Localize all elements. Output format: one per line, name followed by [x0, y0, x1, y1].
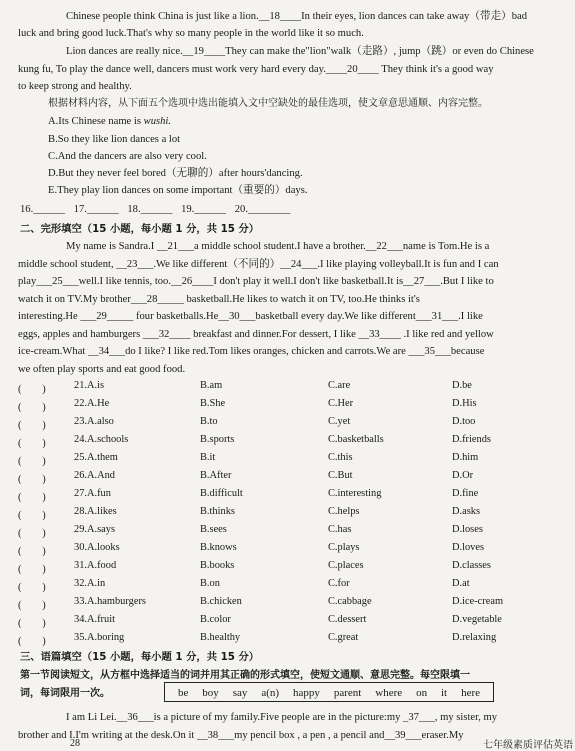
choice-row-31 [18, 560, 558, 576]
choice-b: B.on [200, 578, 220, 589]
choice-b: B.knows [200, 542, 237, 553]
choice-a: 33.A.hamburgers [74, 596, 146, 607]
choice-a: 35.A.boring [74, 632, 125, 643]
choice-d: D.fine [452, 488, 479, 499]
section3-title: 三、语篇填空（15 小题，每小题 1 分，共 15 分） [20, 651, 260, 663]
word-box-item: here [461, 687, 480, 699]
answer-blanks [20, 204, 296, 215]
choice-row-35 [18, 632, 558, 648]
choice-d: D.Or [452, 470, 474, 481]
choice-a: 28.A.likes [74, 506, 117, 517]
cloze-line-6: eggs, apples and hamburgers ___32____ breakfast and dinner.For dessert, I like __33____ .I like red and yellow [18, 329, 494, 340]
passage1-line3: Lion dances are really nice.__19____They can make the"lion"walk（走路）, jump（跳）or even do Chinese [66, 46, 534, 57]
section3-instruction-line2: 词，每词限用一次。 [20, 688, 110, 699]
word-box-item: be [177, 687, 189, 699]
answer-paren[interactable]: ( ) [18, 438, 46, 449]
choice-c: C.helps [328, 506, 360, 517]
answer-paren[interactable]: ( ) [18, 636, 46, 647]
choice-a: 27.A.fun [74, 488, 111, 499]
choice-row-21 [18, 380, 558, 396]
choice-c: C.Her [328, 398, 354, 409]
choice-c: C.basketballs [328, 434, 384, 445]
choice-row-24 [18, 434, 558, 450]
section2-title: 二、完形填空（15 小题，每小题 1 分，共 15 分） [20, 223, 260, 235]
answer-blank-18[interactable]: 18.______ [127, 204, 173, 215]
choice-c: C.places [328, 560, 364, 571]
choice-b: B.color [200, 614, 231, 625]
choice-row-25 [18, 452, 558, 468]
word-box-item: it [441, 687, 448, 699]
footer-label: 七年级素质评估英语 [483, 740, 573, 751]
choice-row-26 [18, 470, 558, 486]
answer-blank-20[interactable]: 20.________ [234, 204, 291, 215]
answer-paren[interactable]: ( ) [18, 474, 46, 485]
answer-paren[interactable]: ( ) [18, 546, 46, 557]
choice-a: 21.A.is [74, 380, 105, 391]
answer-paren[interactable]: ( ) [18, 564, 46, 575]
choice-a: 22.A.He [74, 398, 110, 409]
choice-b: B.am [200, 380, 223, 391]
option-a-emphasis: wushi. [143, 116, 171, 127]
cloze-line-1: My name is Sandra.I __21___a middle school student.I have a brother.__22___name is Tom.He is a [66, 241, 490, 252]
choice-c: C.great [328, 632, 359, 643]
choice-c: C.yet [328, 416, 351, 427]
cloze-line-7: ice-cream.What __34___do I like? I like red.Tom likes oranges, chicken and carrots.We are ___35___because [18, 346, 485, 357]
choice-a: 34.A.fruit [74, 614, 115, 625]
answer-paren[interactable]: ( ) [18, 618, 46, 629]
choice-row-29 [18, 524, 558, 540]
choice-b: B.difficult [200, 488, 243, 499]
choice-c: C.But [328, 470, 353, 481]
choice-a: 32.A.in [74, 578, 106, 589]
passage1-line1: Chinese people think China is just like a lion.__18____In their eyes, lion dances can take away（带走）bad [66, 11, 528, 22]
choice-b: B.She [200, 398, 226, 409]
choice-row-33 [18, 596, 558, 612]
passage3-line2: brother and I.I'm writing at the desk.On it __38___my pencil box , a pen , a pencil and__39___eraser.My [18, 730, 464, 741]
answer-paren[interactable]: ( ) [18, 420, 46, 431]
answer-paren[interactable]: ( ) [18, 456, 46, 467]
choice-c: C.are [328, 380, 351, 391]
passage1-line5: to keep strong and healthy. [18, 81, 132, 92]
choice-c: C.this [328, 452, 353, 463]
choice-a: 31.A.food [74, 560, 117, 571]
choice-row-34 [18, 614, 558, 630]
passage1-line2: luck and bring good luck.That's why so many people in the world like it so much. [18, 28, 364, 39]
word-box-item: happy [293, 687, 320, 699]
section3-instruction-line1: 第一节阅读短文，从方框中选择适当的词并用其正确的形式填空，使短文通顺、意思完整。每空限填一 [20, 670, 470, 681]
answer-paren[interactable]: ( ) [18, 492, 46, 503]
choice-b: B.sports [200, 434, 235, 445]
choice-d: D.classes [452, 560, 491, 571]
answer-blank-17[interactable]: 17.______ [73, 204, 119, 215]
choice-d: D.at [452, 578, 470, 589]
choice-d: D.His [452, 398, 477, 409]
choice-b: B.books [200, 560, 235, 571]
answer-paren[interactable]: ( ) [18, 600, 46, 611]
page-number: 28 [70, 738, 80, 749]
cloze-line-5: interesting.He ___29_____ four basketballs.He__30___basketball every day.We like different___31___.I like [18, 311, 483, 322]
choice-d: D.be [452, 380, 472, 391]
choice-b: B.chicken [200, 596, 242, 607]
passage1-line4: kung fu, To play the dance well, dancers must work very hard every day.____20____ They think it's a good way [18, 64, 494, 75]
choice-row-30 [18, 542, 558, 558]
option-d: D.But they never feel bored（无聊的）after hours'dancing. [48, 168, 303, 179]
choice-b: B.After [200, 470, 232, 481]
answer-paren[interactable]: ( ) [18, 582, 46, 593]
answer-paren[interactable]: ( ) [18, 402, 46, 413]
choice-row-27 [18, 488, 558, 504]
answer-paren[interactable]: ( ) [18, 510, 46, 521]
choice-d: D.friends [452, 434, 491, 445]
choice-c: C.for [328, 578, 350, 589]
choice-a: 24.A.schools [74, 434, 129, 445]
word-box-item: parent [333, 687, 362, 699]
option-b: B.So they like lion dances a lot [48, 134, 181, 145]
choice-b: B.sees [200, 524, 227, 535]
answer-paren[interactable]: ( ) [18, 528, 46, 539]
word-box-item: say [232, 687, 248, 699]
word-box-item: boy [202, 687, 219, 699]
choice-a: 26.A.And [74, 470, 115, 481]
choice-b: B.it [200, 452, 216, 463]
passage3-line1: I am Li Lei.__36___is a picture of my family.Five people are in the picture:my _37___, my sister, my [66, 712, 498, 723]
choice-b: B.to [200, 416, 218, 427]
choice-d: D.too [452, 416, 476, 427]
word-box-item: where [375, 687, 403, 699]
answer-blank-16[interactable]: 16.______ [20, 204, 66, 215]
choice-d: D.relaxing [452, 632, 497, 643]
word-box-item: on [416, 687, 428, 699]
choice-b: B.thinks [200, 506, 235, 517]
choice-d: D.vegetable [452, 614, 502, 625]
option-e: E.They play lion dances on some important（重要的）days. [48, 185, 308, 196]
choice-row-28 [18, 506, 558, 522]
choice-a: 30.A.looks [74, 542, 120, 553]
option-a [48, 113, 565, 131]
choice-c: C.cabbage [328, 596, 372, 607]
choice-d: D.ice-cream [452, 596, 504, 607]
choice-d: D.loses [452, 524, 483, 535]
choice-b: B.healthy [200, 632, 241, 643]
choice-c: C.plays [328, 542, 360, 553]
choice-row-22 [18, 398, 558, 414]
cloze-line-3: play___25___well.I like tennis, too.__26____I don't play it well.I don't like basketball.It is__27___.But I like to [18, 276, 494, 287]
choice-d: D.him [452, 452, 479, 463]
word-box-item: a(n) [261, 687, 280, 699]
choice-c: C.dessert [328, 614, 367, 625]
option-c: C.And the dancers are also very cool. [48, 151, 207, 162]
cloze-line-8: we often play sports and eat good food. [18, 364, 186, 375]
choice-a: 25.A.them [74, 452, 118, 463]
cloze-line-2: middle school student, __23___.We like different（不同的）__24___.I like playing volleyball.It is fun and I can [18, 259, 499, 270]
choice-d: D.asks [452, 506, 480, 517]
choice-c: C.interesting [328, 488, 382, 499]
answer-paren[interactable]: ( ) [18, 384, 46, 395]
option-a-text: A.Its Chinese name is [48, 116, 144, 127]
word-box [164, 682, 494, 702]
choice-row-23 [18, 416, 558, 432]
choice-a: 23.A.also [74, 416, 114, 427]
choice-row-32 [18, 578, 558, 594]
choice-a: 29.A.says [74, 524, 115, 535]
answer-blank-19[interactable]: 19.______ [181, 204, 227, 215]
cloze-line-4: watch it on TV.My brother___28_____ basketball.He likes to watch it on TV, too.He thinks it's [18, 294, 420, 305]
choice-c: C.has [328, 524, 352, 535]
choice-d: D.loves [452, 542, 485, 553]
instruction1: 根据材料内容，从下面五个选项中选出能填入文中空缺处的最佳选项，使文章意思通顺、内容完整。 [48, 98, 488, 109]
